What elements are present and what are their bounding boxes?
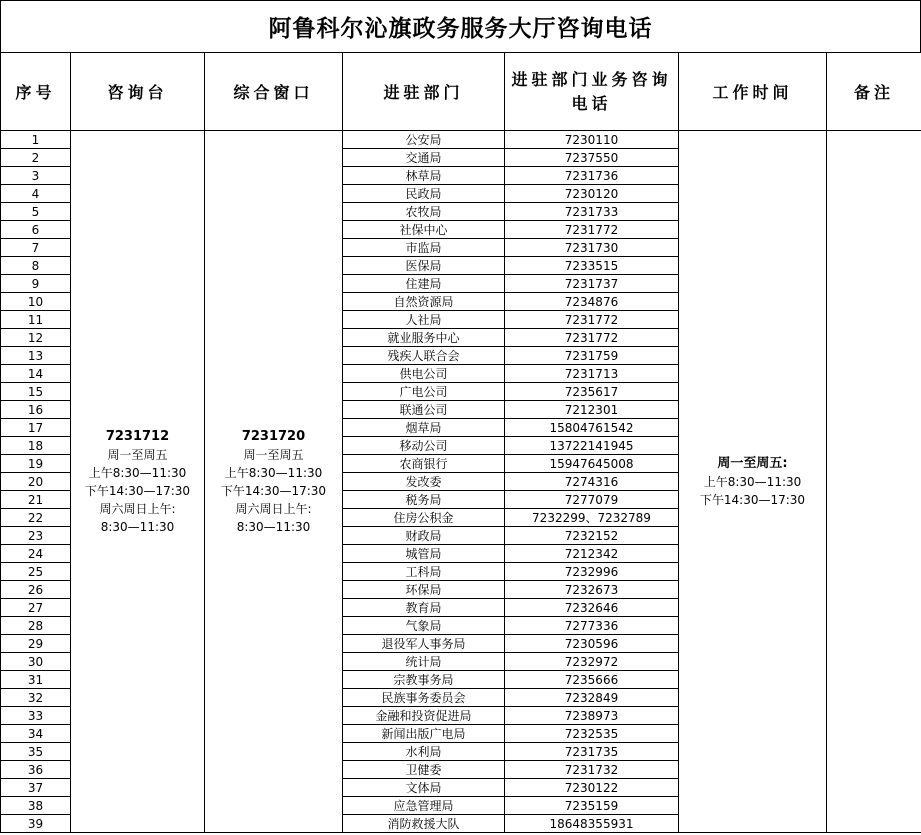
header-row xyxy=(1,53,921,131)
window-cell xyxy=(205,131,343,833)
row-number: 5 xyxy=(1,203,71,221)
row-number: 32 xyxy=(1,689,71,707)
header-dept: 进驻部门 xyxy=(343,53,505,131)
department-phone: 7230110 xyxy=(505,131,679,149)
row-number: 36 xyxy=(1,761,71,779)
department-name: 林草局 xyxy=(343,167,505,185)
department-phone: 7235666 xyxy=(505,671,679,689)
row-number: 21 xyxy=(1,491,71,509)
row-number: 6 xyxy=(1,221,71,239)
row-number: 2 xyxy=(1,149,71,167)
department-phone: 7212301 xyxy=(505,401,679,419)
department-phone: 7231736 xyxy=(505,167,679,185)
department-name: 住房公积金 xyxy=(343,509,505,527)
department-phone: 7235617 xyxy=(505,383,679,401)
header-seq: 序号 xyxy=(1,53,71,131)
header-hours: 工作时间 xyxy=(679,53,827,131)
row-number: 22 xyxy=(1,509,71,527)
row-number: 30 xyxy=(1,653,71,671)
department-phone: 7274316 xyxy=(505,473,679,491)
department-name: 残疾人联合会 xyxy=(343,347,505,365)
consult-desk-line2: 上午8:30—11:30 xyxy=(88,465,187,480)
department-phone: 7231772 xyxy=(505,311,679,329)
working-hours-line3: 下午14:30—17:30 xyxy=(699,492,806,507)
department-name: 环保局 xyxy=(343,581,505,599)
department-phone: 15804761542 xyxy=(505,419,679,437)
row-number: 39 xyxy=(1,815,71,833)
page-title: 阿鲁科尔沁旗政务服务大厅咨询电话 xyxy=(0,0,921,52)
row-number: 23 xyxy=(1,527,71,545)
header-phone: 进驻部门业务咨询电话 xyxy=(505,53,679,131)
row-number: 16 xyxy=(1,401,71,419)
department-phone: 7231732 xyxy=(505,761,679,779)
department-phone: 7233515 xyxy=(505,257,679,275)
department-phone: 7232673 xyxy=(505,581,679,599)
row-number: 14 xyxy=(1,365,71,383)
department-phone: 7232972 xyxy=(505,653,679,671)
working-hours-line1: 周一至周五: xyxy=(717,455,788,471)
row-number: 15 xyxy=(1,383,71,401)
department-phone: 15947645008 xyxy=(505,455,679,473)
department-name: 联通公司 xyxy=(343,401,505,419)
department-name: 教育局 xyxy=(343,599,505,617)
department-phone: 7234876 xyxy=(505,293,679,311)
remark-cell xyxy=(827,131,921,833)
department-phone: 7277336 xyxy=(505,617,679,635)
department-name: 发改委 xyxy=(343,473,505,491)
row-number: 31 xyxy=(1,671,71,689)
department-name: 新闻出版广电局 xyxy=(343,725,505,743)
department-name: 住建局 xyxy=(343,275,505,293)
department-name: 公安局 xyxy=(343,131,505,149)
department-phone: 7235159 xyxy=(505,797,679,815)
department-name: 自然资源局 xyxy=(343,293,505,311)
department-phone: 7231733 xyxy=(505,203,679,221)
department-name: 城管局 xyxy=(343,545,505,563)
department-name: 就业服务中心 xyxy=(343,329,505,347)
row-number: 8 xyxy=(1,257,71,275)
department-name: 气象局 xyxy=(343,617,505,635)
department-name: 民族事务委员会 xyxy=(343,689,505,707)
department-phone: 7231737 xyxy=(505,275,679,293)
row-number: 9 xyxy=(1,275,71,293)
department-name: 移动公司 xyxy=(343,437,505,455)
window-phone: 7231720 xyxy=(241,428,306,444)
department-phone: 7231713 xyxy=(505,365,679,383)
row-number: 38 xyxy=(1,797,71,815)
department-name: 市监局 xyxy=(343,239,505,257)
department-name: 农牧局 xyxy=(343,203,505,221)
row-number: 12 xyxy=(1,329,71,347)
row-number: 19 xyxy=(1,455,71,473)
department-phone: 7238973 xyxy=(505,707,679,725)
row-number: 7 xyxy=(1,239,71,257)
department-phone: 7231772 xyxy=(505,221,679,239)
window-line5: 8:30—11:30 xyxy=(236,519,311,534)
row-number: 20 xyxy=(1,473,71,491)
department-name: 农商银行 xyxy=(343,455,505,473)
department-phone: 7277079 xyxy=(505,491,679,509)
department-phone: 7230122 xyxy=(505,779,679,797)
window-line2: 上午8:30—11:30 xyxy=(224,465,323,480)
department-phone: 7231772 xyxy=(505,329,679,347)
window-line4: 周六周日上午: xyxy=(235,501,312,516)
row-number: 17 xyxy=(1,419,71,437)
consult-desk-line3: 下午14:30—17:30 xyxy=(84,483,191,498)
row-number: 26 xyxy=(1,581,71,599)
department-name: 财政局 xyxy=(343,527,505,545)
row-number: 28 xyxy=(1,617,71,635)
department-name: 工科局 xyxy=(343,563,505,581)
department-phone: 7231735 xyxy=(505,743,679,761)
department-name: 供电公司 xyxy=(343,365,505,383)
working-hours-cell xyxy=(679,131,827,833)
department-phone: 7231730 xyxy=(505,239,679,257)
department-phone: 7212342 xyxy=(505,545,679,563)
working-hours-line2: 上午8:30—11:30 xyxy=(703,474,802,489)
row-number: 24 xyxy=(1,545,71,563)
department-phone: 7232535 xyxy=(505,725,679,743)
row-number: 33 xyxy=(1,707,71,725)
row-number: 1 xyxy=(1,131,71,149)
department-phone: 18648355931 xyxy=(505,815,679,833)
department-name: 民政局 xyxy=(343,185,505,203)
department-name: 文体局 xyxy=(343,779,505,797)
department-name: 人社局 xyxy=(343,311,505,329)
department-phone: 13722141945 xyxy=(505,437,679,455)
row-number: 25 xyxy=(1,563,71,581)
row-number: 4 xyxy=(1,185,71,203)
row-number: 13 xyxy=(1,347,71,365)
department-phone: 7232152 xyxy=(505,527,679,545)
department-name: 应急管理局 xyxy=(343,797,505,815)
table-body xyxy=(1,131,921,833)
department-name: 烟草局 xyxy=(343,419,505,437)
row-number: 10 xyxy=(1,293,71,311)
consult-desk-line4: 周六周日上午: xyxy=(99,501,176,516)
header-window: 综合窗口 xyxy=(205,53,343,131)
department-phone: 7232996 xyxy=(505,563,679,581)
row-number: 3 xyxy=(1,167,71,185)
department-name: 医保局 xyxy=(343,257,505,275)
department-phone: 7232299、7232789 xyxy=(505,509,679,527)
department-name: 统计局 xyxy=(343,653,505,671)
consult-desk-line5: 8:30—11:30 xyxy=(100,519,175,534)
department-name: 广电公司 xyxy=(343,383,505,401)
row-number: 27 xyxy=(1,599,71,617)
department-name: 宗教事务局 xyxy=(343,671,505,689)
department-phone: 7237550 xyxy=(505,149,679,167)
department-phone: 7230596 xyxy=(505,635,679,653)
row-number: 35 xyxy=(1,743,71,761)
department-name: 水利局 xyxy=(343,743,505,761)
department-name: 消防救援大队 xyxy=(343,815,505,833)
department-phone: 7230120 xyxy=(505,185,679,203)
consult-desk-phone: 7231712 xyxy=(105,428,170,444)
department-name: 社保中心 xyxy=(343,221,505,239)
table-row xyxy=(1,131,921,149)
row-number: 37 xyxy=(1,779,71,797)
department-phone: 7231759 xyxy=(505,347,679,365)
window-line3: 下午14:30—17:30 xyxy=(220,483,327,498)
department-phone: 7232849 xyxy=(505,689,679,707)
row-number: 34 xyxy=(1,725,71,743)
department-phone: 7232646 xyxy=(505,599,679,617)
consult-desk-line1: 周一至周五 xyxy=(107,447,168,462)
department-name: 交通局 xyxy=(343,149,505,167)
header-desk: 咨询台 xyxy=(71,53,205,131)
window-line1: 周一至周五 xyxy=(243,447,304,462)
consult-desk-cell xyxy=(71,131,205,833)
row-number: 18 xyxy=(1,437,71,455)
department-name: 税务局 xyxy=(343,491,505,509)
department-name: 金融和投资促进局 xyxy=(343,707,505,725)
header-remark: 备注 xyxy=(827,53,921,131)
row-number: 29 xyxy=(1,635,71,653)
department-name: 卫健委 xyxy=(343,761,505,779)
phone-table xyxy=(0,52,921,833)
department-name: 退役军人事务局 xyxy=(343,635,505,653)
row-number: 11 xyxy=(1,311,71,329)
